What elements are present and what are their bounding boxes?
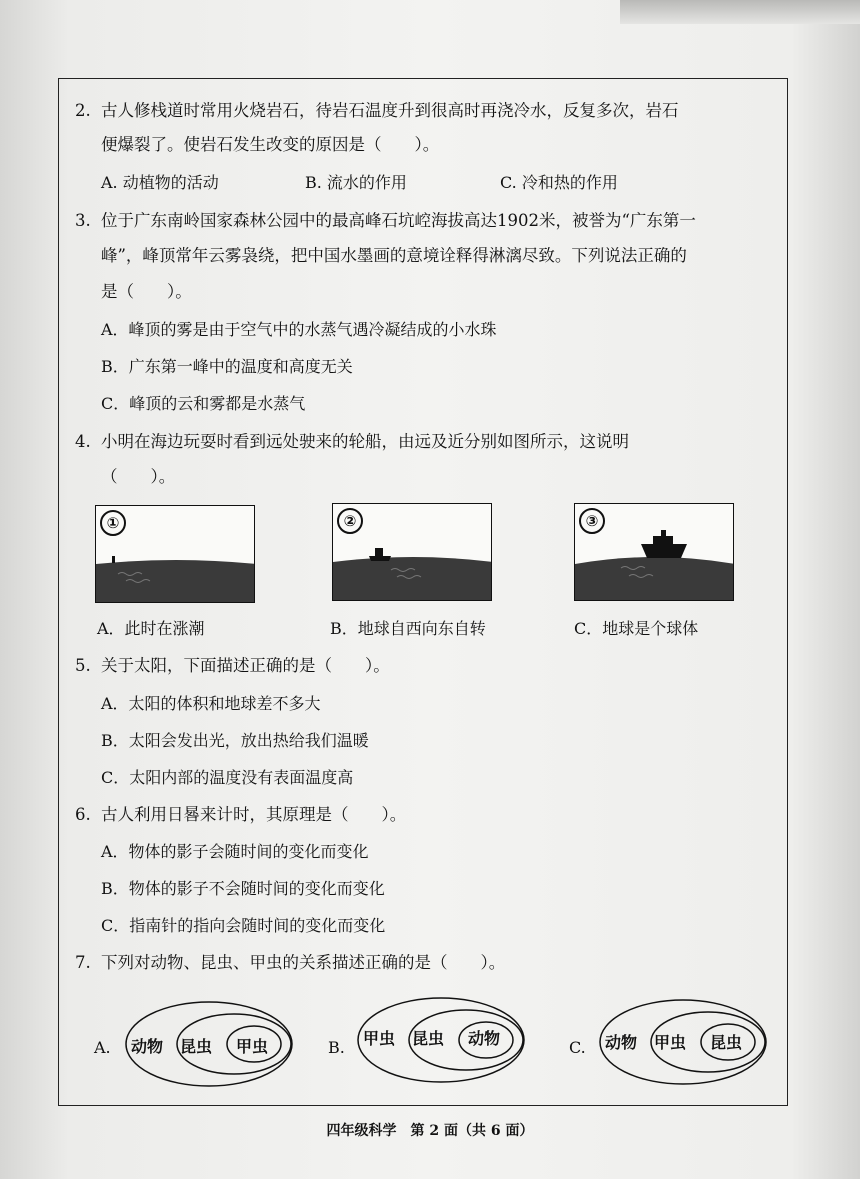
q2-text1: 古人修栈道时常用火烧岩石，待岩石温度升到很高时再浇冷水，反复多次，岩石 bbox=[101, 101, 679, 120]
q7-option-c-label: C. bbox=[569, 1038, 586, 1057]
venn-c-outer-label: 动物 bbox=[605, 1033, 638, 1052]
picture-number-1: ① bbox=[100, 510, 126, 536]
q7-venn-b bbox=[356, 996, 526, 1084]
q6-option-a: A．物体的影子会随时间的变化而变化 bbox=[101, 842, 369, 861]
q6-number: 6. bbox=[75, 805, 91, 824]
q6-option-c: C．指南针的指向会随时间的变化而变化 bbox=[101, 916, 386, 935]
q5-option-b: B．太阳会发出光，放出热给我们温暖 bbox=[101, 731, 369, 750]
q7-option-a-label: A. bbox=[94, 1038, 111, 1057]
venn-b-middle-label: 昆虫 bbox=[412, 1029, 445, 1048]
q4-number: 4. bbox=[75, 432, 91, 451]
q4-text1: 小明在海边玩耍时看到远处驶来的轮船，由远及近分别如图所示，这说明 bbox=[101, 432, 629, 451]
q2-number: 2. bbox=[75, 101, 91, 120]
q7-line1 bbox=[75, 953, 505, 973]
q4-option-b: B．地球自西向东自转 bbox=[330, 619, 486, 638]
q2-option-b: B. 流水的作用 bbox=[305, 173, 407, 192]
q4-line1 bbox=[75, 432, 629, 452]
ship-picture-2 bbox=[332, 503, 492, 601]
venn-a-inner-label: 甲虫 bbox=[236, 1037, 269, 1056]
q3-option-c: C．峰顶的云和雾都是水蒸气 bbox=[101, 394, 306, 413]
q7-venn-c bbox=[598, 998, 768, 1086]
q3-line2: 峰”，峰顶常年云雾袅绕，把中国水墨画的意境诠释得淋漓尽致。下列说法正确的 bbox=[101, 246, 687, 265]
q7-option-b-label: B. bbox=[328, 1038, 345, 1057]
q5-option-a: A．太阳的体积和地球差不多大 bbox=[101, 694, 321, 713]
picture-number-2: ② bbox=[337, 508, 363, 534]
venn-a-outer-label: 动物 bbox=[131, 1037, 164, 1056]
venn-b-inner-label: 动物 bbox=[468, 1029, 501, 1048]
q3-text1: 位于广东南岭国家森林公园中的最高峰石坑崆海拔高达1902米，被誉为“广东第一 bbox=[101, 211, 696, 230]
q5-line1 bbox=[75, 656, 390, 676]
venn-c-middle-label: 甲虫 bbox=[654, 1033, 687, 1052]
venn-b-outer-label: 甲虫 bbox=[363, 1029, 396, 1048]
q4-option-a: A．此时在涨潮 bbox=[97, 619, 205, 638]
q6-option-b: B．物体的影子不会随时间的变化而变化 bbox=[101, 879, 385, 898]
q3-line3: 是（ ）。 bbox=[101, 282, 192, 301]
q3-number: 3. bbox=[75, 211, 91, 230]
q5-number: 5. bbox=[75, 656, 91, 675]
q2-line2: 便爆裂了。使岩石发生改变的原因是（ ）。 bbox=[101, 135, 440, 154]
q3-line1 bbox=[75, 211, 696, 231]
venn-a-middle-label: 昆虫 bbox=[180, 1037, 213, 1056]
q5-text1: 关于太阳，下面描述正确的是（ ）。 bbox=[101, 656, 390, 675]
scan-shadow bbox=[620, 0, 860, 24]
q6-line1 bbox=[75, 805, 406, 825]
page-footer: 四年级科学 第 2 面（共 6 面） bbox=[326, 1123, 534, 1139]
ship-picture-1 bbox=[95, 505, 255, 603]
q3-option-b: B．广东第一峰中的温度和高度无关 bbox=[101, 357, 353, 376]
q2-line1 bbox=[75, 101, 679, 121]
q2-option-c: C. 冷和热的作用 bbox=[500, 173, 618, 192]
q5-option-c: C．太阳内部的温度没有表面温度高 bbox=[101, 768, 354, 787]
q3-option-a: A．峰顶的雾是由于空气中的水蒸气遇冷凝结成的小水珠 bbox=[101, 320, 497, 339]
picture-number-3: ③ bbox=[579, 508, 605, 534]
q7-text1: 下列对动物、昆虫、甲虫的关系描述正确的是（ ）。 bbox=[101, 953, 506, 972]
q4-line2: （ ）。 bbox=[101, 467, 176, 486]
venn-c-inner-label: 昆虫 bbox=[710, 1033, 743, 1052]
q4-option-c: C．地球是个球体 bbox=[574, 619, 699, 638]
ship-picture-3 bbox=[574, 503, 734, 601]
q7-venn-a bbox=[124, 1000, 294, 1088]
q6-text1: 古人利用日晷来计时，其原理是（ ）。 bbox=[101, 805, 407, 824]
q7-number: 7. bbox=[75, 953, 91, 972]
q2-option-a: A. 动植物的活动 bbox=[101, 173, 219, 192]
